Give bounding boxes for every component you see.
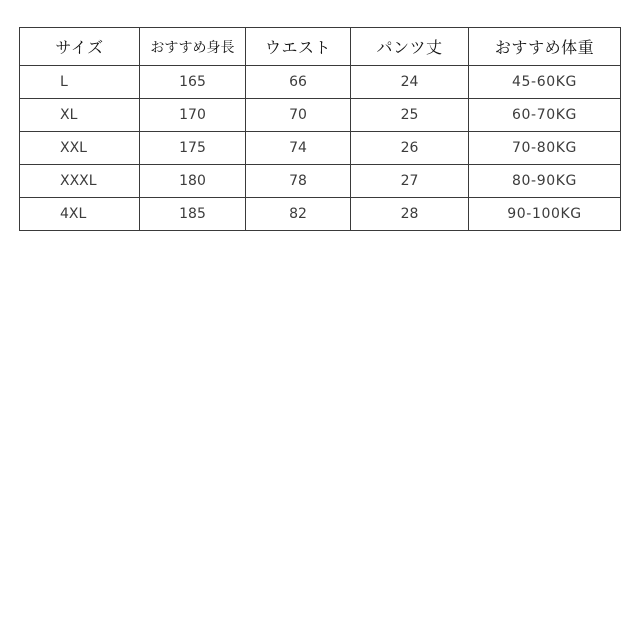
waist-cell: 78 <box>246 165 351 198</box>
weight-cell: 70-80KG <box>469 132 621 165</box>
table-row <box>20 66 621 99</box>
table-row <box>20 99 621 132</box>
header-pants-length: パンツ丈 <box>351 28 469 66</box>
weight-cell: 80-90KG <box>469 165 621 198</box>
size-cell: XXL <box>20 132 140 165</box>
waist-cell: 82 <box>246 198 351 231</box>
weight-cell: 60-70KG <box>469 99 621 132</box>
waist-cell: 66 <box>246 66 351 99</box>
height-cell: 165 <box>140 66 246 99</box>
header-recommended-weight: おすすめ体重 <box>469 28 621 66</box>
pants-length-cell: 27 <box>351 165 469 198</box>
height-cell: 180 <box>140 165 246 198</box>
table-row <box>20 132 621 165</box>
header-row <box>20 28 621 66</box>
size-cell: L <box>20 66 140 99</box>
waist-cell: 70 <box>246 99 351 132</box>
weight-cell: 90-100KG <box>469 198 621 231</box>
pants-length-cell: 26 <box>351 132 469 165</box>
pants-length-cell: 25 <box>351 99 469 132</box>
table-row <box>20 198 621 231</box>
waist-cell: 74 <box>246 132 351 165</box>
size-cell: XL <box>20 99 140 132</box>
size-chart-table <box>19 27 621 231</box>
header-recommended-height: おすすめ身長 <box>140 28 246 66</box>
height-cell: 185 <box>140 198 246 231</box>
height-cell: 170 <box>140 99 246 132</box>
header-size: サイズ <box>20 28 140 66</box>
header-waist: ウエスト <box>246 28 351 66</box>
pants-length-cell: 28 <box>351 198 469 231</box>
size-cell: XXXL <box>20 165 140 198</box>
table-row <box>20 165 621 198</box>
height-cell: 175 <box>140 132 246 165</box>
pants-length-cell: 24 <box>351 66 469 99</box>
size-cell: 4XL <box>20 198 140 231</box>
weight-cell: 45-60KG <box>469 66 621 99</box>
